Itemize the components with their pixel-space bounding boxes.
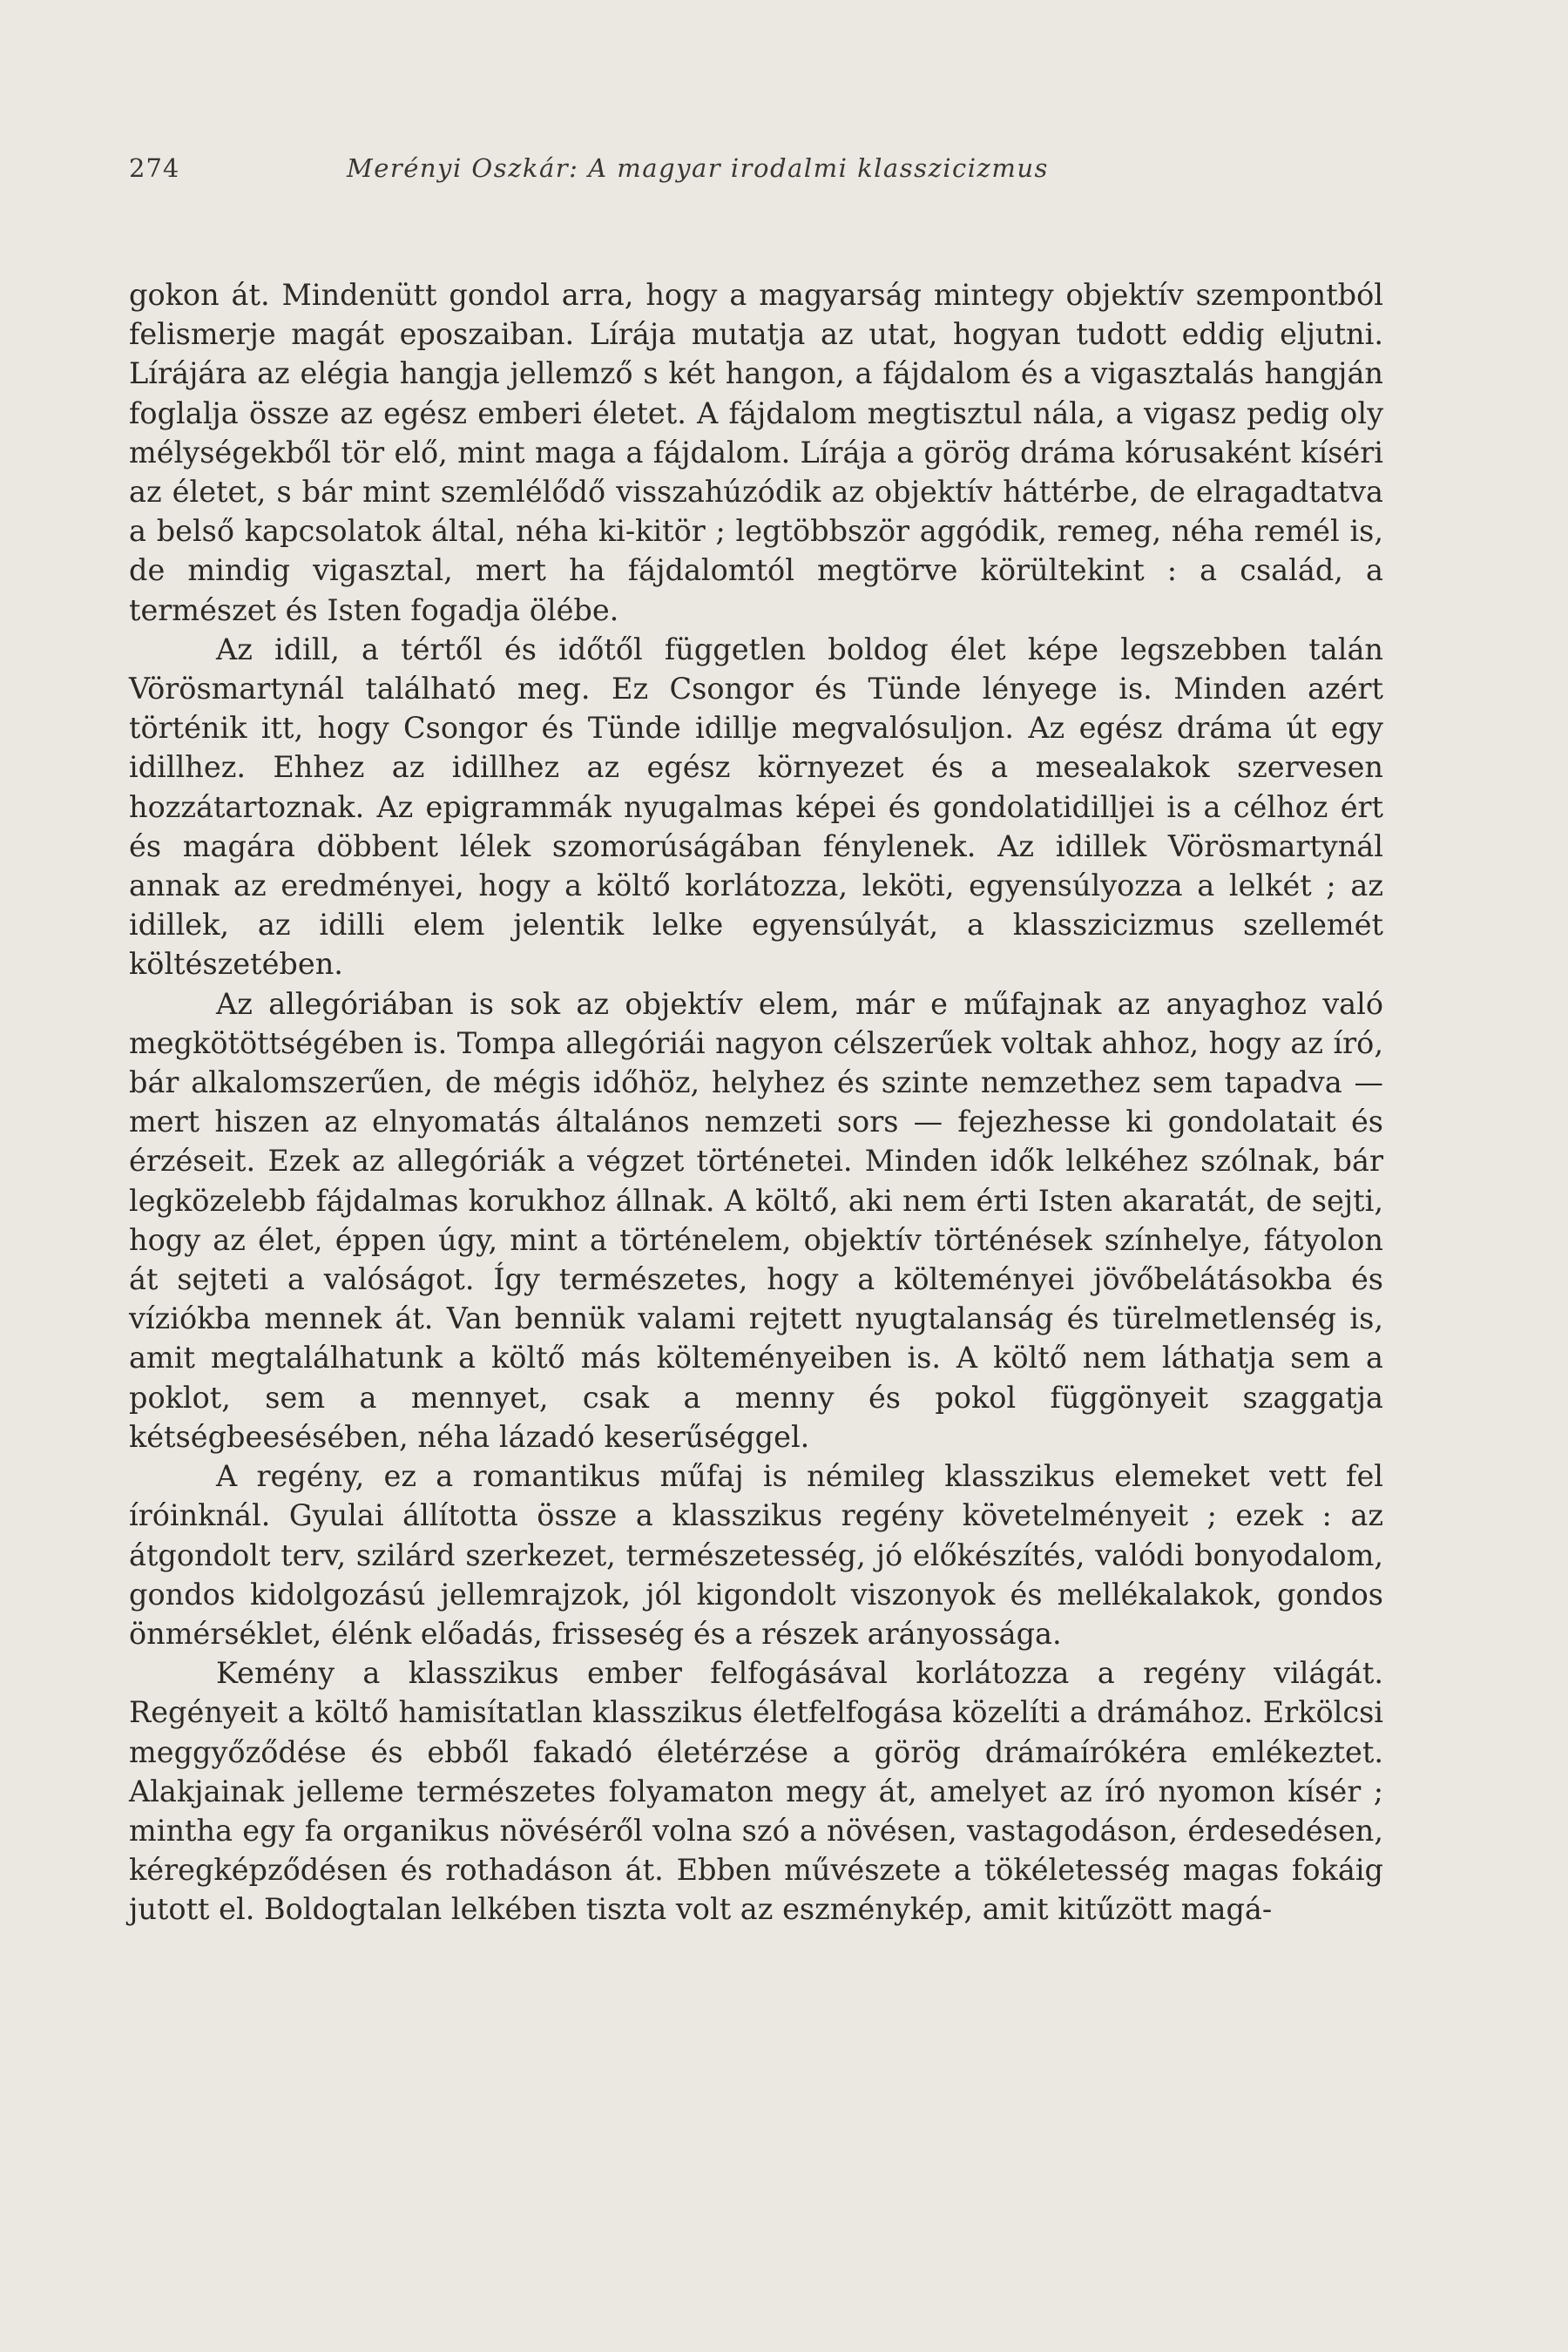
body-text bbox=[129, 275, 1383, 1930]
running-head bbox=[129, 153, 1383, 192]
page-number: 274 bbox=[129, 153, 180, 183]
paragraph-regeny: A regény, ez a romantikus műfaj is némileg klasszikus elemeket vett fel íróinknál. Gyulai állította össze a klasszikus regény követelményeit ; ezek : az átgondolt terv, szilárd szerkezet, természetesség, jó előkészítés, valódi bonyodalom, gondos kidolgozású jellemrajzok, jól kigondolt viszonyok és mellékalakok, gondos önmérséklet, élénk előadás, frisseség és a részek arányossága. bbox=[129, 1459, 1383, 1651]
paragraph-continued: gokon át. Mindenütt gondol arra, hogy a magyarság mintegy objektív szempontból felismerje magát eposzaiban. Lírája mutatja az utat, hogyan tudott eddig eljutni. Lírájára az elégia hangja jellemző s két hangon, a fájdalom és a vigasztalás hangján foglalja össze az egész emberi életet. A fájdalom megtisztul nála, a vigasz pedig oly mélységekből tör elő, mint maga a fájdalom. Lírája a görög dráma kórusaként kíséri az életet, s bár mint szemlélődő visszahúzódik az objektív háttérbe, de elragadtatva a belső kapcsolatok által, néha ki-kitör ; legtöbbször aggódik, remeg, néha remél is, de mindig vigasztal, mert ha fájdalomtól megtörve körültekint : a család, a természet és Isten fogadja ölébe. bbox=[129, 278, 1383, 627]
paragraph-allegoria: Az allegóriában is sok az objektív elem, már e műfajnak az anyaghoz való megkötöttségében is. Tompa allegóriái nagyon célszerűek voltak ahhoz, hogy az író, bár alkalomszerűen, de mégis időhöz, helyhez és szinte nemzethez sem tapadva — mert hiszen az elnyomatás általános nemzeti sors — fejezhesse ki gondolatait és érzéseit. Ezek az allegóriák a végzet történetei. Minden idők lelkéhez szólnak, bár legközelebb fájdalmas korukhoz állnak. A költő, aki nem érti Isten akaratát, de sejti, hogy az élet, éppen úgy, mint a történelem, objektív történések színhelye, fátyolon át sejteti a valóságot. Így természetes, hogy a költeményei jövőbelátásokba és víziókba mennek át. Van bennük valami rejtett nyugtalanság és türelmetlenség is, amit megtalálhatunk a költő más költeményeiben is. A költő nem láthatja sem a poklot, sem a mennyet, csak a menny és pokol függönyeit szaggatja kétségbeesésében, néha lázadó keserűséggel. bbox=[129, 986, 1383, 1454]
paragraph-kemeny: Kemény a klasszikus ember felfogásával korlátozza a regény világát. Regényeit a költő hamisítatlan klasszikus életfelfogása közelíti a drámához. Erkölcsi meggyőződése és ebből fakadó életérzése a görög drámaírókéra emlékeztet. Alakjainak jelleme természetes folyamaton megy át, amelyet az író nyomon kísér ; mintha egy fa organikus növéséről volna szó a növésen, vastagodáson, érdesedésen, kéregképződésen és rothadáson át. Ebben művészete a tökéletesség magas fokáig jutott el. Boldogtalan lelkében tiszta volt az eszménykép, amit kitűzött magá- bbox=[129, 1656, 1383, 1927]
running-title: Merényi Oszkár: A magyar irodalmi klasszicizmus bbox=[347, 153, 1049, 183]
paragraph-idill: Az idill, a tértől és időtől független boldog élet képe legszebben talán Vörösmartynál található meg. Ez Csongor és Tünde lényege is. Minden azért történik itt, hogy Csongor és Tünde idillje megvalósuljon. Az egész dráma út egy idillhez. Ehhez az idillhez az egész környezet és a mesealakok szervesen hozzátartoznak. Az epigrammák nyugalmas képei és gondolatidilljei is a célhoz ért és magára döbbent lélek szomorúságában fénylenek. Az idillek Vörösmartynál annak az eredményei, hogy a költő korlátozza, leköti, egyensúlyozza a lelkét ; az idillek, az idilli elem jelentik lelke egyensúlyát, a klasszicizmus szellemét költészetében. bbox=[129, 632, 1383, 982]
